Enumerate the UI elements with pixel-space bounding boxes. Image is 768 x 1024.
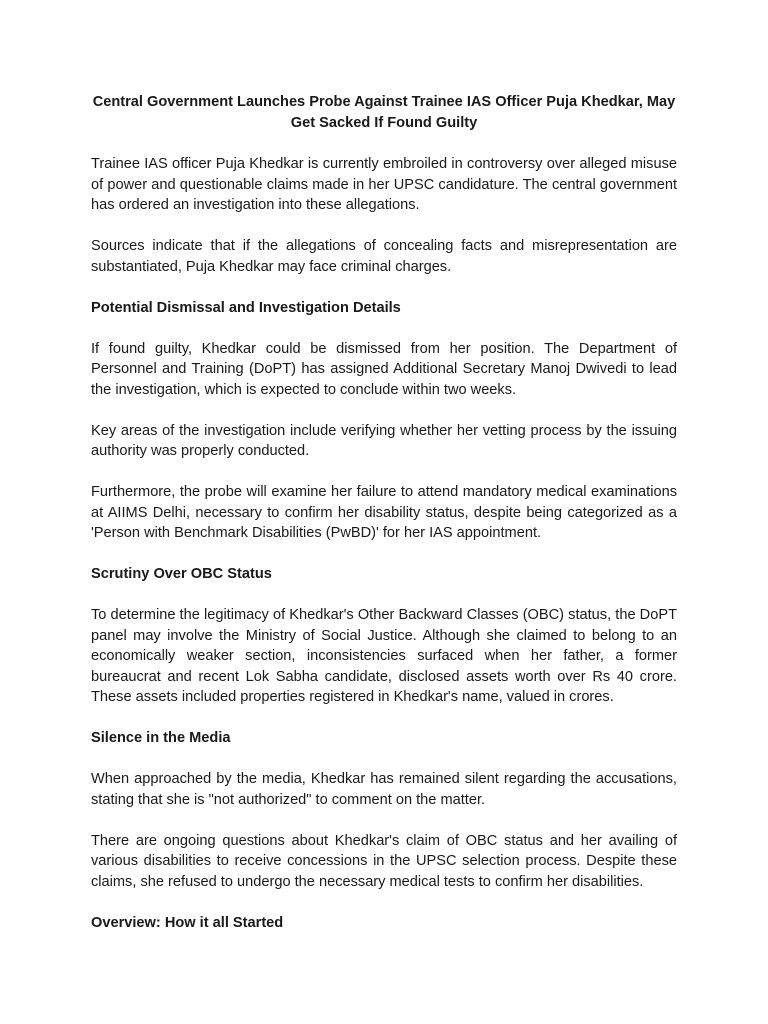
section-heading-media: Silence in the Media xyxy=(91,730,231,746)
paragraph-questions: There are ongoing questions about Khedkar's claim of OBC status and her availing of various disabilities to receive concessions in the UPSC selection process. Despite these claims, she refused to undergo the necessary medical tests to confirm her disabilities. xyxy=(91,832,677,890)
paragraph-obc: To determine the legitimacy of Khedkar's Other Backward Classes (OBC) status, the DoPT panel may involve the Ministry of Social Justice. Although she claimed to belong to an economically weaker section, inconsistencies surfaced when her father, a former bureaucrat and recent Lok Sabha candidate, disclosed assets worth over Rs 40 crore. These assets included properties registered in Khedkar's name, valued in crores. xyxy=(91,607,677,705)
paragraph-dismissal: If found guilty, Khedkar could be dismissed from her position. The Department of Personnel and Training (DoPT) has assigned Additional Secretary Manoj Dwivedi to lead the investigation, which is expected to conclude within two weeks. xyxy=(91,340,677,398)
article-title: Central Government Launches Probe Against Trainee IAS Officer Puja Khedkar, May Get Sacked If Found Guilty xyxy=(92,94,676,131)
paragraph-vetting: Key areas of the investigation include verifying whether her vetting process by the issuing authority was properly conducted. xyxy=(91,422,677,459)
paragraph-media: When approached by the media, Khedkar has remained silent regarding the accusations, stating that she is "not authorized" to comment on the matter. xyxy=(91,771,677,808)
paragraph-medical: Furthermore, the probe will examine her failure to attend mandatory medical examinations at AIIMS Delhi, necessary to confirm her disability status, despite being categorized as a 'Person with Benchmark Disabilities (PwBD)' for her IAS appointment. xyxy=(91,484,677,541)
document-page xyxy=(91,92,677,954)
section-heading-dismissal: Potential Dismissal and Investigation Details xyxy=(91,299,401,316)
section-heading-obc: Scrutiny Over OBC Status xyxy=(91,566,272,582)
paragraph-intro: Trainee IAS officer Puja Khedkar is currently embroiled in controversy over alleged misuse of power and questionable claims made in her UPSC candidature. The central government has ordered an investigation into these allegations. xyxy=(91,156,677,213)
section-heading-overview: Overview: How it all Started xyxy=(91,914,284,931)
paragraph-sources: Sources indicate that if the allegations of concealing facts and misrepresentation are substantiated, Puja Khedkar may face criminal charges. xyxy=(91,238,677,275)
